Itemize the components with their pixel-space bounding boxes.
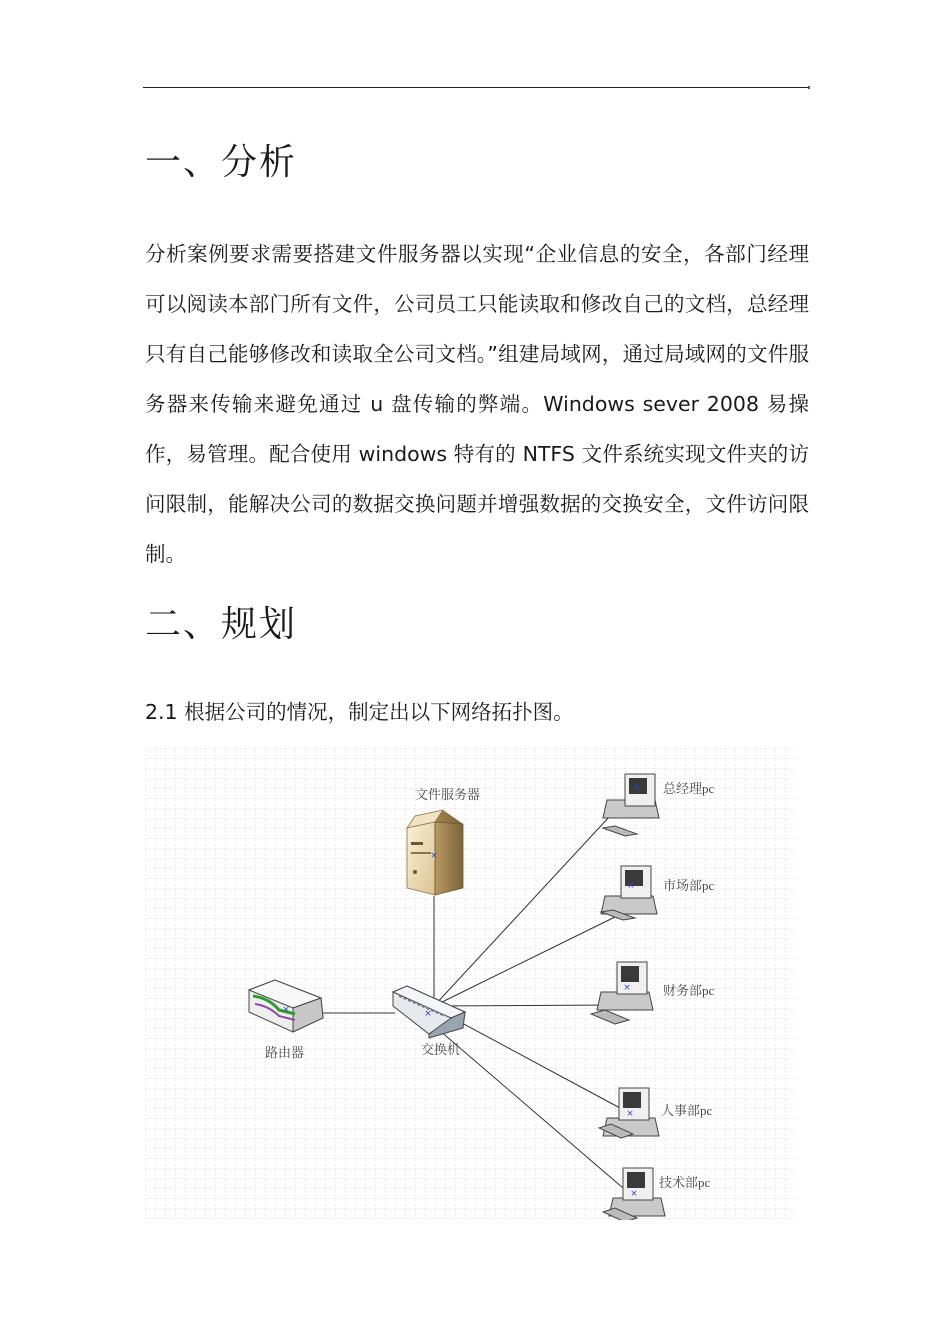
svg-text:×: ×: [630, 1189, 638, 1199]
svg-text:×: ×: [424, 1009, 432, 1019]
svg-text:×: ×: [633, 783, 641, 793]
svg-text:×: ×: [627, 881, 635, 891]
pc-label-hr: 人事部pc: [661, 1103, 713, 1118]
pc-label-general-manager: 总经理pc: [663, 781, 715, 796]
header-rule-tick: [808, 86, 810, 89]
pc-label-tech: 技术部pc: [659, 1175, 711, 1190]
section-1-heading: 一、分析: [145, 142, 298, 183]
svg-text:×: ×: [282, 1005, 290, 1015]
file-server-label: 文件服务器: [415, 787, 481, 802]
svg-text:×: ×: [626, 1109, 634, 1119]
section-2-heading: 二、规划: [145, 604, 298, 645]
section-1-paragraph: 分析案例要求需要搭建文件服务器以实现“企业信息的安全，各部门经理可以阅读本部门所有文件，公司员工只能读取和修改自己的文档，总经理只有自己能够修改和读取全公司文档。”组建局域网，通过局域网的文件服务器来传输来避免通过 u 盘传输的弊端。Windows sever 2008 易操作，易管理。配合使用 windows 特有的 NTFS 文件系统实现文件夹的访问限制，能解决公司的数据交换问题并增强数据的交换安全，文件访问限制。: [145, 242, 809, 566]
pc-label-market: 市场部pc: [663, 878, 715, 893]
diagram-caption: 2.1 根据公司的情况，制定出以下网络拓扑图。: [145, 700, 574, 724]
file-server-icon: [407, 810, 463, 895]
svg-text:×: ×: [430, 851, 438, 861]
router-label: 路由器: [265, 1045, 305, 1060]
switch-label: 交换机: [421, 1042, 461, 1057]
svg-text:×: ×: [623, 983, 631, 993]
header-rule: [143, 87, 808, 88]
pc-label-finance: 财务部pc: [663, 983, 715, 998]
network-topology-diagram: [145, 748, 795, 1220]
